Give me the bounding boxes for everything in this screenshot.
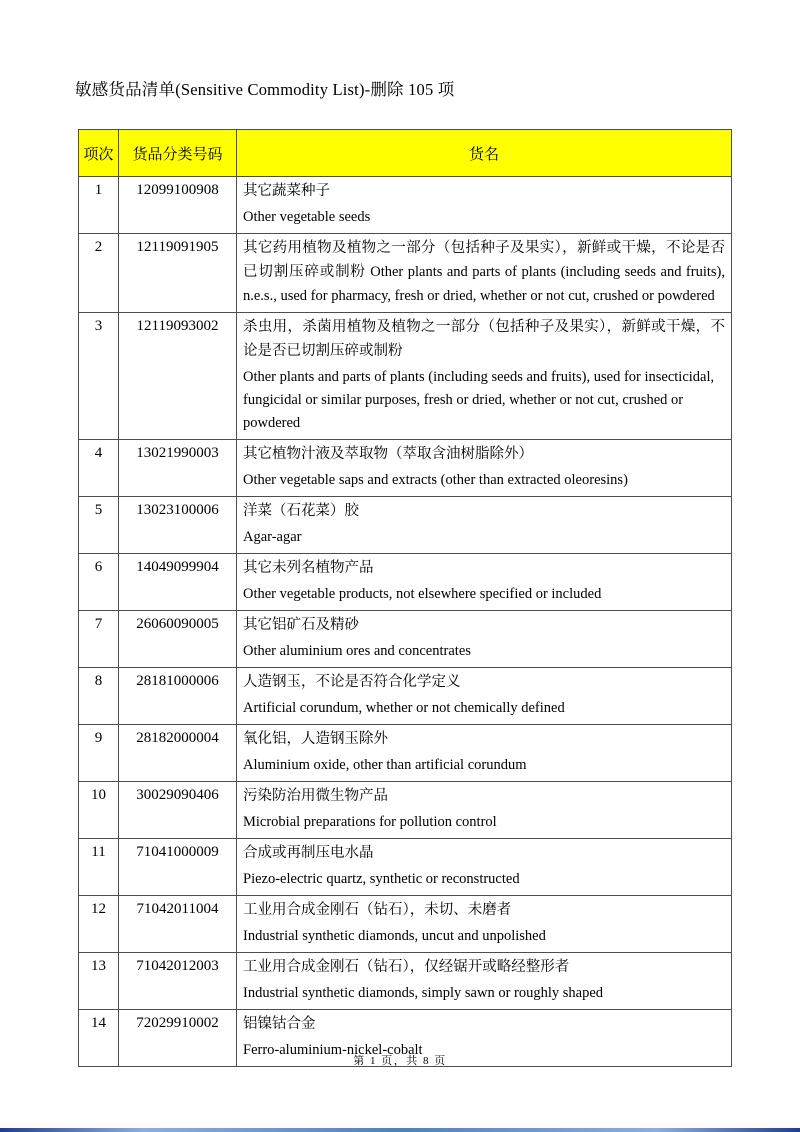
name-en: Other vegetable products, not elsewhere specified or included: [243, 586, 602, 602]
name-en: Other vegetable seeds: [243, 209, 371, 225]
name-en: Other plants and parts of plants (including seeds and fruits), used for insecticidal, fungicidal or similar purposes, fresh or dried, whether or not cut, crushed or powdered: [243, 369, 715, 431]
name-cn: 其它植物汁液及萃取物（萃取含油树脂除外）: [243, 446, 533, 462]
bottom-edge-bar: [0, 1128, 800, 1132]
name-cell: [237, 953, 732, 1010]
table-row: [79, 896, 732, 953]
table-row: [79, 668, 732, 725]
name-en: Agar-agar: [243, 529, 302, 545]
table-row: [79, 440, 732, 497]
name-cn: 其它未列名植物产品: [243, 560, 374, 576]
item-no-cell: 3: [79, 313, 119, 440]
name-en: Ferro-aluminium-nickel-cobalt: [243, 1042, 423, 1058]
item-no-cell: 1: [79, 177, 119, 234]
item-no-cell: 14: [79, 1010, 119, 1067]
name-cn: 氧化铝，人造钢玉除外: [243, 731, 388, 747]
name-en: Other vegetable saps and extracts (other than extracted oleoresins): [243, 472, 628, 488]
code-cell: 71042012003: [119, 953, 237, 1010]
code-cell: 30029090406: [119, 782, 237, 839]
name-en: Artificial corundum, whether or not chemically defined: [243, 700, 565, 716]
name-cell: [237, 668, 732, 725]
name-cell: [237, 725, 732, 782]
name-en: Microbial preparations for pollution control: [243, 814, 497, 830]
name-cell: [237, 839, 732, 896]
item-no-cell: 9: [79, 725, 119, 782]
name-cell: [237, 234, 732, 313]
item-no-cell: 2: [79, 234, 119, 313]
name-cn: 其它药用植物及植物之一部分（包括种子及果实），新鲜或干燥，不论是否已切割压碎或制粉 Other plants and parts of plants (including seeds and fruits), n.e.s., used for pharmacy, fresh or dried, whether or not cut, crushed or powdered: [243, 240, 725, 304]
name-cell: [237, 313, 732, 440]
commodity-table: [78, 129, 732, 1067]
item-no-cell: 6: [79, 554, 119, 611]
table-body: [79, 177, 732, 1067]
table-row: [79, 497, 732, 554]
table-row: [79, 725, 732, 782]
code-cell: 71041000009: [119, 839, 237, 896]
name-cn: 人造钢玉，不论是否符合化学定义: [243, 674, 461, 690]
header-cell-code: 货品分类号码: [119, 130, 237, 177]
code-cell: 13023100006: [119, 497, 237, 554]
code-cell: 12119093002: [119, 313, 237, 440]
code-cell: 14049099904: [119, 554, 237, 611]
table-row: [79, 953, 732, 1010]
item-no-cell: 10: [79, 782, 119, 839]
name-cell: [237, 554, 732, 611]
name-cell: [237, 896, 732, 953]
item-no-cell: 11: [79, 839, 119, 896]
item-no-cell: 12: [79, 896, 119, 953]
code-cell: 28181000006: [119, 668, 237, 725]
item-no-cell: 4: [79, 440, 119, 497]
name-cell: [237, 177, 732, 234]
name-cn: 污染防治用微生物产品: [243, 788, 388, 804]
header-cell-name: 货名: [237, 130, 732, 177]
name-cn: 其它蔬菜种子: [243, 183, 330, 199]
name-cell: [237, 782, 732, 839]
header-cell-item-no: 项次: [79, 130, 119, 177]
table-header-row: [79, 130, 732, 177]
name-cn: 合成或再制压电水晶: [243, 845, 374, 861]
item-no-cell: 7: [79, 611, 119, 668]
name-en: Industrial synthetic diamonds, simply sawn or roughly shaped: [243, 985, 604, 1001]
code-cell: 28182000004: [119, 725, 237, 782]
name-cell: [237, 440, 732, 497]
document-title: 敏感货品清单(Sensitive Commodity List)-删除 105 项: [75, 80, 455, 99]
code-cell: 12099100908: [119, 177, 237, 234]
name-cn: 工业用合成金刚石（钻石），仅经锯开或略经整形者: [243, 959, 570, 975]
table-row: [79, 782, 732, 839]
table-row: [79, 839, 732, 896]
name-cn: 工业用合成金刚石（钻石），未切、未磨者: [243, 902, 512, 918]
name-en: Industrial synthetic diamonds, uncut and unpolished: [243, 928, 546, 944]
item-no-cell: 13: [79, 953, 119, 1010]
page-footer: 第 1 页，共 8 页: [353, 1055, 447, 1067]
item-no-cell: 8: [79, 668, 119, 725]
table-row: [79, 611, 732, 668]
table-row: [79, 177, 732, 234]
code-cell: 26060090005: [119, 611, 237, 668]
name-cn: 其它铝矿石及精砂: [243, 617, 359, 633]
name-en: Piezo-electric quartz, synthetic or reconstructed: [243, 871, 520, 887]
code-cell: 71042011004: [119, 896, 237, 953]
table-row: [79, 234, 732, 313]
item-no-cell: 5: [79, 497, 119, 554]
name-en: Aluminium oxide, other than artificial corundum: [243, 757, 527, 773]
table-row: [79, 554, 732, 611]
name-cell: [237, 497, 732, 554]
name-cn: 杀虫用，杀菌用植物及植物之一部分（包括种子及果实），新鲜或干燥，不论是否已切割压碎或制粉: [243, 319, 725, 359]
name-cell: [237, 611, 732, 668]
name-cn: 铝镍钴合金: [243, 1016, 316, 1032]
code-cell: 72029910002: [119, 1010, 237, 1067]
table-row: [79, 313, 732, 440]
name-cn: 洋菜（石花菜）胶: [243, 503, 359, 519]
code-cell: 12119091905: [119, 234, 237, 313]
code-cell: 13021990003: [119, 440, 237, 497]
name-en: Other aluminium ores and concentrates: [243, 643, 471, 659]
